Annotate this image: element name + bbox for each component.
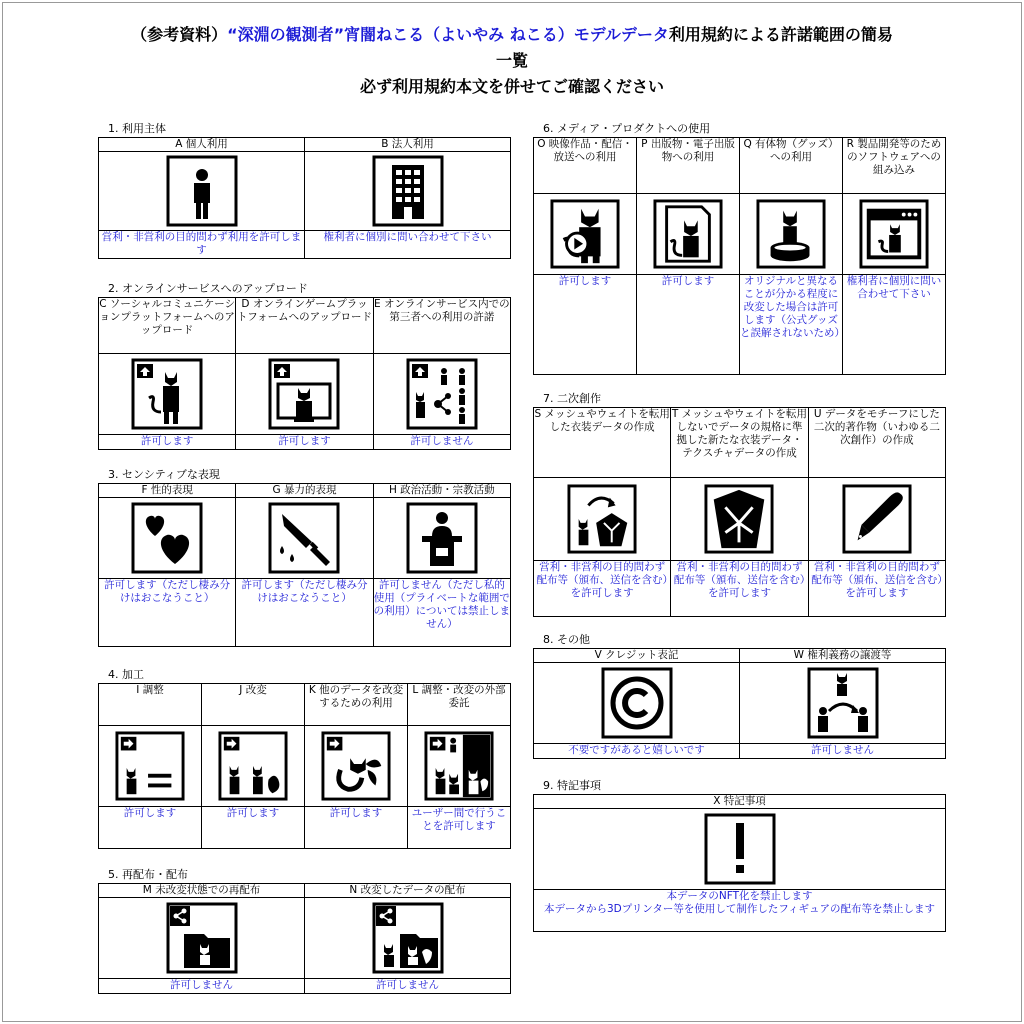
text-m: 許可しません [99, 979, 305, 994]
section-usage-subject [98, 122, 511, 259]
software-icon [859, 199, 929, 269]
section-label: 2. オンラインサービスへのアップロード [108, 282, 308, 295]
adjust-icon [115, 731, 185, 801]
text-i: 許可します [99, 807, 202, 849]
header-u-derivative: U データをモチーフにした二次的著作物（いわゆる二次創作）の作成 [808, 408, 945, 478]
text-k: 許可します [305, 807, 408, 849]
title-model-name: “深淵の観測者”宵闇ねこる（よいやみ ねこる）モデルデータ [227, 25, 669, 44]
section-sensitive-expression [98, 468, 511, 647]
header-w-transfer: W 権利義務の譲渡等 [740, 649, 946, 663]
text-g: 許可します（ただし棲み分けはおこなうこと） [236, 579, 373, 647]
header-f-sexual: F 性的表現 [99, 484, 236, 498]
section-redistribution [98, 868, 511, 994]
section-label: 9. 特記事項 [543, 779, 601, 792]
header-j-modify: J 改変 [202, 684, 305, 726]
distribute-modified-icon [372, 902, 444, 974]
section-special-notes [533, 779, 946, 932]
section-label: 5. 再配布・配布 [108, 868, 188, 881]
section-others [533, 633, 946, 759]
text-f: 許可します（ただし棲み分けはおこなうこと） [99, 579, 236, 647]
text-p: 許可します [637, 275, 740, 375]
pen-icon [842, 484, 912, 554]
podium-icon [406, 502, 478, 574]
header-e-service: E オンラインサービス内での第三者への利用の許諾 [373, 298, 510, 354]
transfer-icon [807, 667, 879, 739]
header-d-game: D オンラインゲームプラットフォームへのアップロード [236, 298, 373, 354]
header-m-redistribute: M 未改変状態での再配布 [99, 884, 305, 898]
header-r-software: R 製品開発等のためのソフトウェアへの組み込み [843, 138, 946, 194]
person-icon [166, 155, 238, 227]
text-q: オリジナルと異なることが分かる程度に改変した場合は許可します（公式グッズと誤解されないため） [740, 275, 843, 375]
costume-icon [704, 484, 774, 554]
text-r: 権利者に個別に問い合わせて下さい [843, 275, 946, 375]
goods-icon [756, 199, 826, 269]
page-title [60, 22, 964, 100]
text-t: 営利・非営利の目的問わず配布等（頒布、送信を含む）を許可します [671, 561, 808, 617]
text-b: 権利者に個別に問い合わせて下さい [305, 231, 511, 259]
hearts-icon [131, 502, 203, 574]
building-icon [372, 155, 444, 227]
text-n: 許可しません [305, 979, 511, 994]
header-k-reuse: K 他のデータを改変するための利用 [305, 684, 408, 726]
section-derivative-works [533, 392, 946, 617]
text-l: ユーザー間で行うことを許可します [408, 807, 511, 849]
header-l-outsource: L 調整・改変の外部委託 [408, 684, 511, 726]
reuse-icon [321, 731, 391, 801]
copyright-icon [601, 667, 673, 739]
upload-social-icon [131, 358, 203, 430]
title-suffix: 利用規約による許諾範囲の簡易 [668, 25, 893, 44]
text-v: 不要ですがあると嬉しいです [534, 744, 740, 759]
section-label: 6. メディア・プロダクトへの使用 [543, 122, 711, 135]
upload-game-icon [268, 358, 340, 430]
outsource-icon [424, 731, 494, 801]
header-x-notes: X 特記事項 [534, 795, 946, 809]
knife-icon [268, 502, 340, 574]
mesh-reuse-icon [567, 484, 637, 554]
header-b-corporate: B 法人利用 [305, 138, 511, 152]
exclamation-icon [704, 813, 776, 885]
section-label: 3. センシティブな表現 [108, 468, 220, 481]
text-x: 本データのNFT化を禁止します 本データから3Dプリンター等を使用して制作したフィギュアの配布等を禁止します [534, 890, 946, 932]
section-processing [98, 668, 511, 849]
header-h-political: H 政治活動・宗教活動 [373, 484, 510, 498]
header-g-violent: G 暴力的表現 [236, 484, 373, 498]
header-i-adjust: I 調整 [99, 684, 202, 726]
header-o-video: O 映像作品・配信・放送への利用 [534, 138, 637, 194]
redistribute-icon [166, 902, 238, 974]
section-label: 7. 二次創作 [543, 392, 601, 405]
section-online-upload [98, 282, 511, 450]
text-c: 許可します [99, 435, 236, 450]
share-users-icon [406, 358, 478, 430]
section-label: 8. その他 [543, 633, 590, 646]
publication-icon [653, 199, 723, 269]
text-j: 許可します [202, 807, 305, 849]
video-icon [550, 199, 620, 269]
modify-icon [218, 731, 288, 801]
title-line2: 一覧 [495, 51, 528, 70]
header-p-publication: P 出版物・電子出版物への利用 [637, 138, 740, 194]
header-n-distribute-modified: N 改変したデータの配布 [305, 884, 511, 898]
header-t-new-costume: T メッシュやウェイトを転用しないでデータの規格に準拠した新たな衣装データ・テクスチャデータの作成 [671, 408, 808, 478]
text-s: 営利・非営利の目的問わず配布等（頒布、送信を含む）を許可します [534, 561, 671, 617]
text-a: 営利・非営利の目的問わず利用を許可します [99, 231, 305, 259]
title-prefix: （参考資料） [131, 25, 228, 44]
text-w: 許可しません [740, 744, 946, 759]
section-media-products [533, 122, 946, 375]
text-e: 許可しません [373, 435, 510, 450]
header-s-mesh-reuse: S メッシュやウェイトを転用した衣装データの作成 [534, 408, 671, 478]
header-q-goods: Q 有体物（グッズ）への利用 [740, 138, 843, 194]
text-d: 許可します [236, 435, 373, 450]
header-v-credit: V クレジット表記 [534, 649, 740, 663]
section-label: 1. 利用主体 [108, 122, 166, 135]
header-a-personal: A 個人利用 [99, 138, 305, 152]
text-u: 営利・非営利の目的問わず配布等（頒布、送信を含む）を許可します [808, 561, 945, 617]
header-c-social: C ソーシャルコミュニケーションプラットフォームへのアップロード [99, 298, 236, 354]
text-o: 許可します [534, 275, 637, 375]
section-label: 4. 加工 [108, 668, 144, 681]
title-notice: 必ず利用規約本文を併せてご確認ください [359, 77, 664, 96]
text-h: 許可しません（ただし私的使用（プライベートな範囲での利用）については禁止しません） [373, 579, 510, 647]
